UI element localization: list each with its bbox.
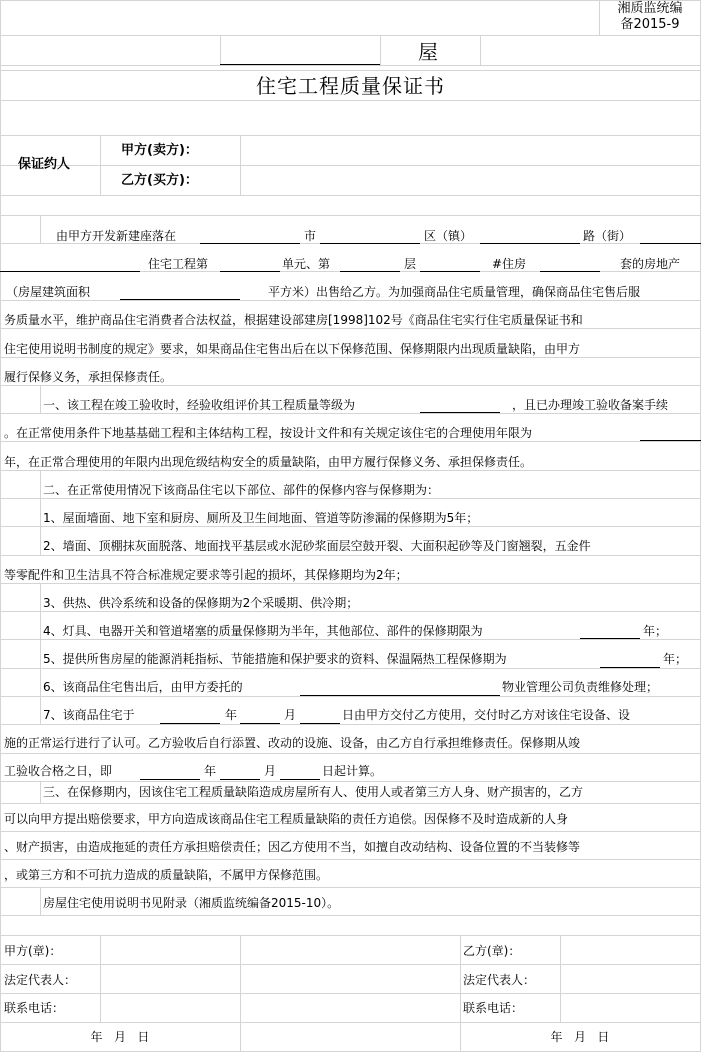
building-blank[interactable]: [220, 271, 280, 272]
delivery-year-label: 年: [225, 708, 238, 722]
appendix-note: 房屋住宅使用说明书见附录（湘质监统编备2015-10）。: [43, 896, 340, 910]
location-intro: 由甲方开发新建座落在: [56, 229, 177, 243]
party-b-rep-field[interactable]: [562, 969, 698, 987]
house-name-blank[interactable]: [220, 64, 380, 65]
party-b-rep-label: 法定代表人：: [463, 973, 536, 987]
party-a-phone-label: 联系电话：: [4, 1001, 65, 1015]
road-blank[interactable]: [640, 243, 701, 244]
city-label: 市: [304, 229, 317, 243]
area-blank[interactable]: [120, 299, 240, 300]
floor-label: 层: [404, 257, 417, 271]
delivery-day-blank[interactable]: [300, 723, 340, 724]
area-open-label: （房屋建筑面积: [6, 285, 91, 299]
section-1-text-d: 年，在正常合理使用的年限内出现危级结构安全的质量缺陷，由甲方履行保修义务、承担保修责任。: [4, 455, 533, 469]
item-7: 7、该商品住宅于: [43, 708, 135, 722]
item-5: 5、提供所售房屋的能源消耗指标、节能措施和保护要求的资料、保温隔热工程保修期为: [43, 652, 507, 666]
party-a-phone-field[interactable]: [102, 998, 238, 1016]
delivery-month-label: 月: [284, 708, 297, 722]
service-life-blank[interactable]: [640, 440, 701, 441]
party-b-seal-field[interactable]: [562, 940, 698, 958]
floor-blank[interactable]: [420, 271, 480, 272]
section-1-text-b: ，且已办理竣工验收备案手续: [512, 398, 669, 412]
party-a-rep-field[interactable]: [102, 969, 238, 987]
district-blank[interactable]: [480, 243, 580, 244]
item-1: 1、屋面墙面、地下室和厨房、厕所及卫生间地面、管道等防渗漏的保修期为5年；: [43, 511, 479, 525]
warranty-month-blank[interactable]: [220, 779, 260, 780]
item-6: 6、该商品住宅售出后，由甲方委托的: [43, 680, 243, 694]
delivery-month-blank[interactable]: [240, 723, 280, 724]
section-2-heading: 二、在正常使用情况下该商品住宅以下部位、部件的保修内容与保修期为：: [43, 483, 440, 497]
unit-blank[interactable]: [340, 271, 400, 272]
item-5-end: 年；: [663, 652, 688, 666]
party-b-date[interactable]: 年 月 日: [550, 1030, 610, 1044]
item-4-end: 年；: [643, 624, 668, 638]
form-code-line2: 备2015-9: [620, 17, 680, 32]
section-1-text-c: 。在正常使用条件下地基基础工程和主体结构工程，按设计文件和有关规定该住宅的合理使用年限为: [4, 426, 533, 440]
insulation-period-blank[interactable]: [600, 667, 660, 668]
section-3-line-c: 、财产损害，由造成拖延的责任方承担赔偿责任；因乙方使用不当，如擅自改动结构、设备位置的不当装修等: [4, 840, 581, 854]
party-a-seal-label: 甲方(章)：: [4, 944, 62, 958]
section-3-line-d: ，或第三方和不可抗力造成的质量缺陷，不属甲方保修范围。: [4, 868, 329, 882]
road-label: 路（街）: [583, 229, 632, 243]
item-2-line-a: 2、墙面、顶棚抹灰面脱落、地面找平基层或水泥砂浆面层空鼓开裂、大面积起砂等及门窗翘裂，五金件: [43, 539, 591, 553]
warranty-month-label: 月: [264, 764, 277, 778]
house-no-label: #住房: [492, 257, 527, 271]
preamble-line-3: 履行保修义务，承担保修责任。: [4, 370, 173, 384]
form-code: [600, 1, 700, 33]
warranty-year-blank[interactable]: [140, 779, 200, 780]
project-label: 住宅工程第: [148, 257, 209, 271]
house-no-blank[interactable]: [540, 271, 600, 272]
district-label: 区（镇）: [424, 229, 473, 243]
road-continue-blank[interactable]: [0, 271, 140, 272]
preamble-line-1: 务质量水平，维护商品住宅消费者合法权益，根据建设部建房[1998]102号《商品住宅实行住宅质量保证书和: [4, 313, 583, 327]
guarantor-label: 保证约人: [18, 157, 71, 172]
warranty-year-label: 年: [204, 764, 217, 778]
item-2-line-b: 等零配件和卫生洁具不符合标准规定要求等引起的损坏，其保修期均为2年；: [4, 568, 408, 582]
party-a-date[interactable]: 年 月 日: [90, 1030, 150, 1044]
preamble-line-2: 住宅使用说明书制度的规定》要求，如果商品住宅售出后在以下保修范围、保修期限内出现质量缺陷，由甲方: [4, 342, 581, 356]
section-1-text-a: 一、该工程在竣工验收时，经验收组评价其工程质量等级为: [43, 398, 356, 412]
item-7-line-c-end: 日起计算。: [322, 764, 383, 778]
section-3-line-b: 可以向甲方提出赔偿要求，甲方向造成该商品住宅工程质量缺陷的责任方追偿。因保修不及时造成新的人身: [4, 812, 569, 826]
party-a-seal-field[interactable]: [102, 940, 238, 958]
party-b-label: 乙方(买方)：: [121, 173, 198, 188]
party-b-phone-field[interactable]: [562, 998, 698, 1016]
quality-grade-blank[interactable]: [420, 412, 500, 413]
unit-label: 单元、第: [282, 257, 331, 271]
party-a-rep-label: 法定代表人：: [4, 973, 77, 987]
form-code-line1: 湘质监统编: [617, 1, 683, 16]
item-7-end: 日由甲方交付乙方使用，交付时乙方对该住宅设备、设: [342, 708, 631, 722]
property-company-blank[interactable]: [300, 695, 500, 696]
party-a-field[interactable]: [242, 140, 698, 158]
other-parts-period-blank[interactable]: [580, 638, 640, 639]
area-close-text: 平方米）出售给乙方。为加强商品住宅质量管理，确保商品住宅售后服: [268, 285, 641, 299]
party-b-field[interactable]: [242, 170, 698, 188]
item-7-line-c: 工验收合格之日，即: [4, 764, 113, 778]
delivery-year-blank[interactable]: [160, 723, 220, 724]
warranty-day-blank[interactable]: [280, 779, 320, 780]
page-title: 住宅工程质量保证书: [256, 74, 445, 98]
item-6-end: 物业管理公司负责维修处理；: [502, 680, 659, 694]
party-b-phone-label: 联系电话：: [463, 1001, 524, 1015]
party-a-label: 甲方(卖方)：: [121, 143, 198, 158]
province-blank[interactable]: [200, 243, 300, 244]
suite-label: 套的房地产: [620, 257, 681, 271]
item-4: 4、灯具、电器开关和管道堵塞的质量保修期为半年，其他部位、部件的保修期限为: [43, 624, 483, 638]
house-suffix: 屋: [418, 40, 438, 64]
city-blank[interactable]: [320, 243, 420, 244]
item-7-line-b: 施的正常运行进行了认可。乙方验收后自行添置、改动的设施、设备，由乙方自行承担维修责任。保修期从竣: [4, 736, 581, 750]
section-3-line-a: 三、在保修期内，因该住宅工程质量缺陷造成房屋所有人、使用人或者第三方人身、财产损害的，乙方: [43, 785, 584, 799]
item-3: 3、供热、供冷系统和设备的保修期为2个采暖期、供冷期；: [43, 596, 359, 610]
party-b-seal-label: 乙方(章)：: [463, 944, 521, 958]
